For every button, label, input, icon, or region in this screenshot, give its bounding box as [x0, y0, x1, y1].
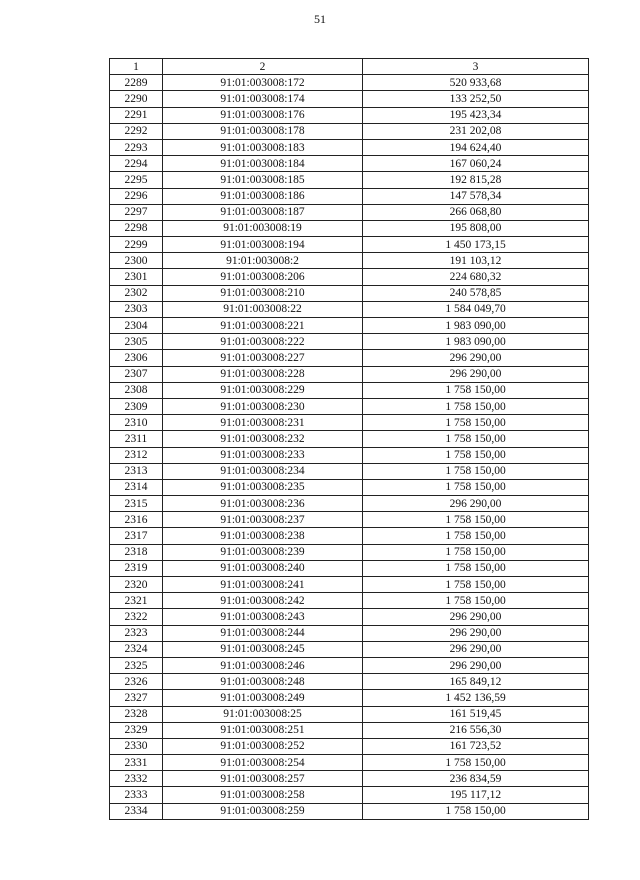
table-row [110, 706, 589, 722]
cadastral-number-cell: 91:01:003008:238 [163, 528, 363, 544]
value-cell: 133 252,50 [363, 91, 589, 107]
cadastral-number-cell: 91:01:003008:22 [163, 301, 363, 317]
row-number-cell: 2330 [110, 738, 163, 754]
table-row [110, 382, 589, 398]
value-cell: 1 983 090,00 [363, 318, 589, 334]
cadastral-number-cell: 91:01:003008:19 [163, 220, 363, 236]
row-number-cell: 2320 [110, 577, 163, 593]
table-row [110, 318, 589, 334]
cadastral-number-cell: 91:01:003008:259 [163, 803, 363, 819]
cadastral-number-cell: 91:01:003008:187 [163, 204, 363, 220]
value-cell: 195 117,12 [363, 787, 589, 803]
value-cell: 1 758 150,00 [363, 479, 589, 495]
value-cell: 191 103,12 [363, 253, 589, 269]
value-cell: 1 758 150,00 [363, 447, 589, 463]
row-number-cell: 2308 [110, 382, 163, 398]
value-cell: 165 849,12 [363, 674, 589, 690]
table-row [110, 690, 589, 706]
cadastral-number-cell: 91:01:003008:2 [163, 253, 363, 269]
row-number-cell: 2317 [110, 528, 163, 544]
value-cell: 1 758 150,00 [363, 560, 589, 576]
cadastral-number-cell: 91:01:003008:240 [163, 560, 363, 576]
table-row [110, 479, 589, 495]
table-row [110, 75, 589, 91]
cadastral-number-cell: 91:01:003008:183 [163, 139, 363, 155]
table-row [110, 771, 589, 787]
value-cell: 1 758 150,00 [363, 803, 589, 819]
row-number-cell: 2292 [110, 123, 163, 139]
table-row [110, 657, 589, 673]
value-cell: 1 758 150,00 [363, 431, 589, 447]
cadastral-number-cell: 91:01:003008:178 [163, 123, 363, 139]
cadastral-number-cell: 91:01:003008:234 [163, 463, 363, 479]
row-number-cell: 2318 [110, 544, 163, 560]
cadastral-number-cell: 91:01:003008:194 [163, 237, 363, 253]
cadastral-number-cell: 91:01:003008:174 [163, 91, 363, 107]
cadastral-number-cell: 91:01:003008:227 [163, 350, 363, 366]
cadastral-number-cell: 91:01:003008:249 [163, 690, 363, 706]
table-row [110, 107, 589, 123]
row-number-cell: 2327 [110, 690, 163, 706]
value-cell: 1 758 150,00 [363, 415, 589, 431]
row-number-cell: 2325 [110, 657, 163, 673]
row-number-cell: 2332 [110, 771, 163, 787]
value-cell: 195 808,00 [363, 220, 589, 236]
value-cell: 236 834,59 [363, 771, 589, 787]
row-number-cell: 2313 [110, 463, 163, 479]
row-number-cell: 2290 [110, 91, 163, 107]
table-row [110, 544, 589, 560]
row-number-cell: 2294 [110, 156, 163, 172]
table-row [110, 431, 589, 447]
value-cell: 1 758 150,00 [363, 544, 589, 560]
row-number-cell: 2322 [110, 609, 163, 625]
row-number-cell: 2331 [110, 755, 163, 771]
row-number-cell: 2306 [110, 350, 163, 366]
cadastral-number-cell: 91:01:003008:228 [163, 366, 363, 382]
table-row [110, 334, 589, 350]
table-row [110, 415, 589, 431]
column-header-number: 1 [110, 59, 163, 75]
cadastral-number-cell: 91:01:003008:252 [163, 738, 363, 754]
cadastral-number-cell: 91:01:003008:172 [163, 75, 363, 91]
row-number-cell: 2301 [110, 269, 163, 285]
table-row [110, 674, 589, 690]
cadastral-number-cell: 91:01:003008:235 [163, 479, 363, 495]
row-number-cell: 2310 [110, 415, 163, 431]
table-row [110, 123, 589, 139]
cadastral-number-cell: 91:01:003008:241 [163, 577, 363, 593]
cadastral-number-cell: 91:01:003008:25 [163, 706, 363, 722]
value-cell: 1 584 049,70 [363, 301, 589, 317]
table-row [110, 609, 589, 625]
cadastral-number-cell: 91:01:003008:186 [163, 188, 363, 204]
cadastral-number-cell: 91:01:003008:210 [163, 285, 363, 301]
row-number-cell: 2315 [110, 496, 163, 512]
cadastral-number-cell: 91:01:003008:257 [163, 771, 363, 787]
cadastral-number-cell: 91:01:003008:231 [163, 415, 363, 431]
cadastral-number-cell: 91:01:003008:245 [163, 641, 363, 657]
cadastral-number-cell: 91:01:003008:233 [163, 447, 363, 463]
table-row [110, 738, 589, 754]
value-cell: 195 423,34 [363, 107, 589, 123]
cadastral-number-cell: 91:01:003008:248 [163, 674, 363, 690]
table-row [110, 188, 589, 204]
row-number-cell: 2305 [110, 334, 163, 350]
value-cell: 240 578,85 [363, 285, 589, 301]
row-number-cell: 2334 [110, 803, 163, 819]
cadastral-number-cell: 91:01:003008:258 [163, 787, 363, 803]
column-header-cadastral: 2 [163, 59, 363, 75]
row-number-cell: 2300 [110, 253, 163, 269]
row-number-cell: 2299 [110, 237, 163, 253]
cadastral-number-cell: 91:01:003008:237 [163, 512, 363, 528]
row-number-cell: 2303 [110, 301, 163, 317]
row-number-cell: 2333 [110, 787, 163, 803]
cadastral-number-cell: 91:01:003008:236 [163, 496, 363, 512]
value-cell: 1 758 150,00 [363, 593, 589, 609]
row-number-cell: 2312 [110, 447, 163, 463]
cadastral-number-cell: 91:01:003008:243 [163, 609, 363, 625]
value-cell: 231 202,08 [363, 123, 589, 139]
row-number-cell: 2314 [110, 479, 163, 495]
value-cell: 167 060,24 [363, 156, 589, 172]
value-cell: 296 290,00 [363, 641, 589, 657]
cadastral-number-cell: 91:01:003008:230 [163, 398, 363, 414]
row-number-cell: 2295 [110, 172, 163, 188]
value-cell: 1 758 150,00 [363, 382, 589, 398]
cadastral-number-cell: 91:01:003008:246 [163, 657, 363, 673]
table-row [110, 528, 589, 544]
value-cell: 1 452 136,59 [363, 690, 589, 706]
value-cell: 520 933,68 [363, 75, 589, 91]
value-cell: 1 758 150,00 [363, 398, 589, 414]
cadastral-number-cell: 91:01:003008:251 [163, 722, 363, 738]
value-cell: 224 680,32 [363, 269, 589, 285]
row-number-cell: 2323 [110, 625, 163, 641]
table-row [110, 301, 589, 317]
value-cell: 1 758 150,00 [363, 755, 589, 771]
row-number-cell: 2307 [110, 366, 163, 382]
row-number-cell: 2304 [110, 318, 163, 334]
table-row [110, 285, 589, 301]
table-row [110, 91, 589, 107]
value-cell: 147 578,34 [363, 188, 589, 204]
row-number-cell: 2293 [110, 139, 163, 155]
table-row [110, 237, 589, 253]
value-cell: 192 815,28 [363, 172, 589, 188]
table-row [110, 204, 589, 220]
row-number-cell: 2311 [110, 431, 163, 447]
row-number-cell: 2289 [110, 75, 163, 91]
table-row [110, 269, 589, 285]
table-row [110, 463, 589, 479]
value-cell: 296 290,00 [363, 496, 589, 512]
table-row [110, 253, 589, 269]
table-row [110, 577, 589, 593]
cadastral-number-cell: 91:01:003008:184 [163, 156, 363, 172]
row-number-cell: 2302 [110, 285, 163, 301]
table-row [110, 220, 589, 236]
cadastral-number-cell: 91:01:003008:254 [163, 755, 363, 771]
cadastral-number-cell: 91:01:003008:206 [163, 269, 363, 285]
value-cell: 266 068,80 [363, 204, 589, 220]
table-row [110, 156, 589, 172]
table-row [110, 560, 589, 576]
table-row [110, 787, 589, 803]
cadastral-number-cell: 91:01:003008:221 [163, 318, 363, 334]
row-number-cell: 2321 [110, 593, 163, 609]
value-cell: 296 290,00 [363, 350, 589, 366]
row-number-cell: 2316 [110, 512, 163, 528]
value-cell: 216 556,30 [363, 722, 589, 738]
table-row [110, 496, 589, 512]
cadastral-number-cell: 91:01:003008:176 [163, 107, 363, 123]
value-cell: 296 290,00 [363, 609, 589, 625]
value-cell: 1 758 150,00 [363, 512, 589, 528]
row-number-cell: 2329 [110, 722, 163, 738]
row-number-cell: 2309 [110, 398, 163, 414]
cadastral-number-cell: 91:01:003008:232 [163, 431, 363, 447]
table-row [110, 139, 589, 155]
table-header-row [110, 59, 589, 75]
cadastral-number-cell: 91:01:003008:229 [163, 382, 363, 398]
row-number-cell: 2326 [110, 674, 163, 690]
row-number-cell: 2297 [110, 204, 163, 220]
table-row [110, 512, 589, 528]
cadastral-number-cell: 91:01:003008:242 [163, 593, 363, 609]
value-cell: 1 450 173,15 [363, 237, 589, 253]
value-cell: 1 758 150,00 [363, 528, 589, 544]
value-cell: 161 519,45 [363, 706, 589, 722]
table-row [110, 722, 589, 738]
data-table [109, 58, 589, 820]
value-cell: 296 290,00 [363, 366, 589, 382]
cadastral-number-cell: 91:01:003008:244 [163, 625, 363, 641]
value-cell: 296 290,00 [363, 657, 589, 673]
cadastral-number-cell: 91:01:003008:222 [163, 334, 363, 350]
row-number-cell: 2296 [110, 188, 163, 204]
cadastral-number-cell: 91:01:003008:239 [163, 544, 363, 560]
table-row [110, 447, 589, 463]
page-number: 51 [314, 12, 326, 26]
table-body [110, 75, 589, 820]
table-row [110, 366, 589, 382]
column-header-value: 3 [363, 59, 589, 75]
value-cell: 1 758 150,00 [363, 463, 589, 479]
table-row [110, 755, 589, 771]
row-number-cell: 2324 [110, 641, 163, 657]
value-cell: 296 290,00 [363, 625, 589, 641]
table-row [110, 625, 589, 641]
table-row [110, 350, 589, 366]
row-number-cell: 2328 [110, 706, 163, 722]
value-cell: 194 624,40 [363, 139, 589, 155]
cadastral-number-cell: 91:01:003008:185 [163, 172, 363, 188]
table-row [110, 398, 589, 414]
row-number-cell: 2319 [110, 560, 163, 576]
table-row [110, 803, 589, 819]
row-number-cell: 2291 [110, 107, 163, 123]
table-row [110, 593, 589, 609]
value-cell: 161 723,52 [363, 738, 589, 754]
value-cell: 1 758 150,00 [363, 577, 589, 593]
row-number-cell: 2298 [110, 220, 163, 236]
value-cell: 1 983 090,00 [363, 334, 589, 350]
table-row [110, 172, 589, 188]
table-row [110, 641, 589, 657]
